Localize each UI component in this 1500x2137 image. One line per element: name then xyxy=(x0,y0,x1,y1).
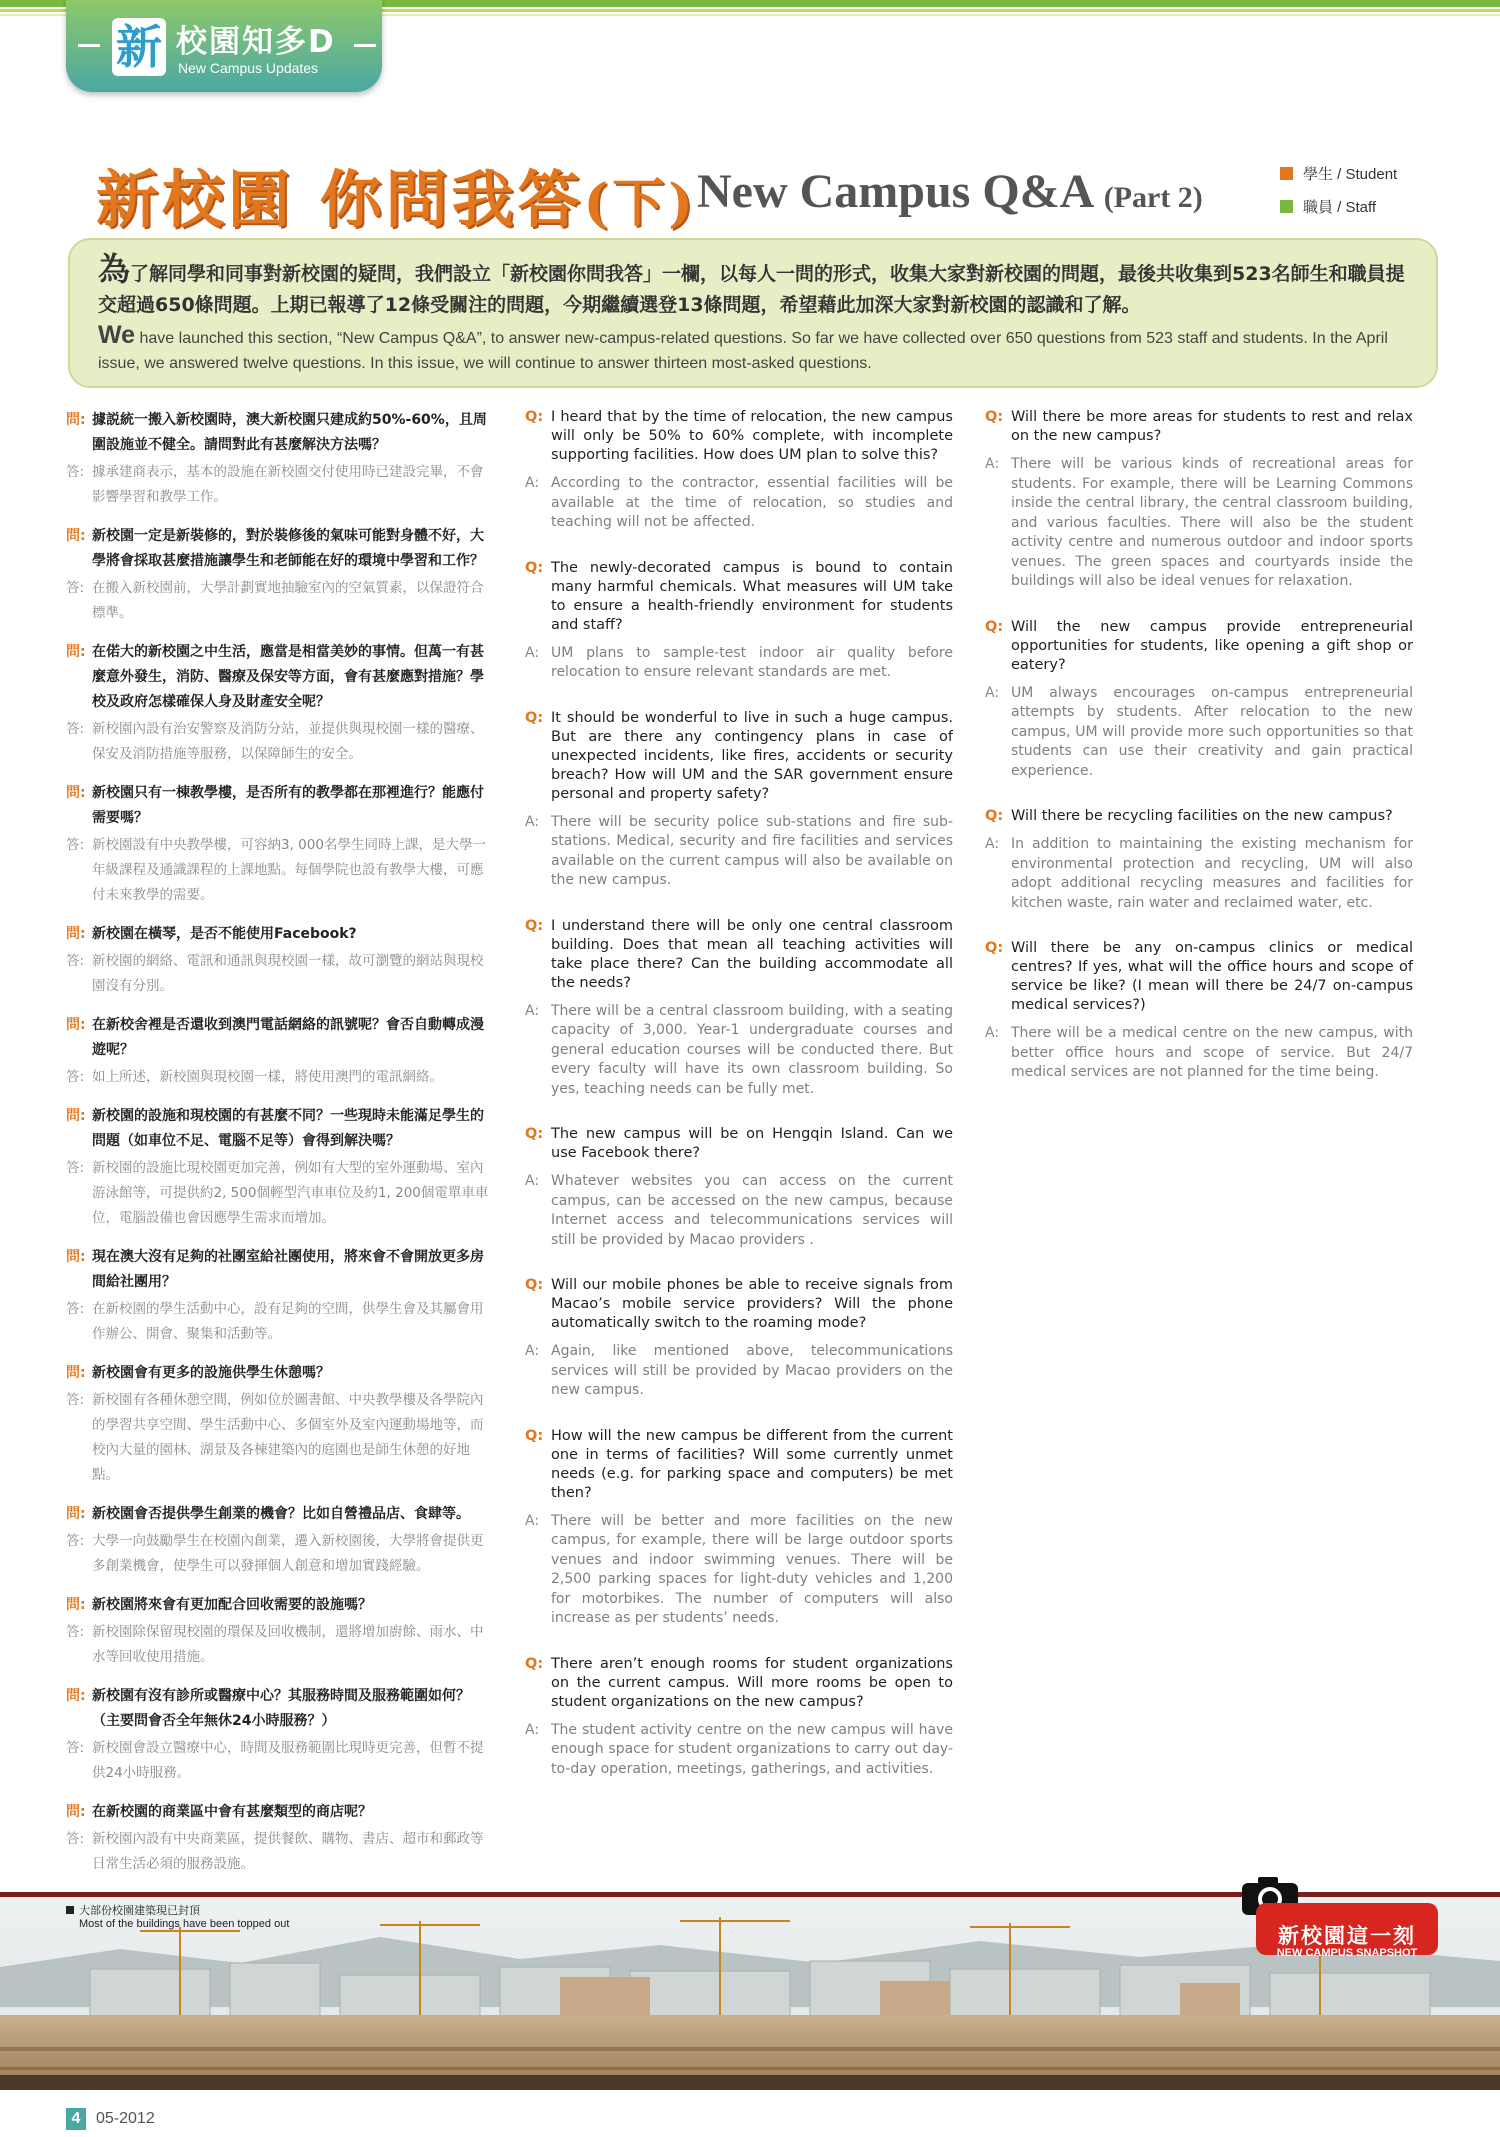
en1-question-text: How will the new campus be different from the current one in terms of facilities? Will some currently unmet needs (e.g. for parking space and computers) be met then? xyxy=(551,1427,953,1501)
en1-question xyxy=(525,1125,953,1163)
en1-question-marker: Q: xyxy=(525,1277,544,1293)
en1-answer-marker: A: xyxy=(525,1173,540,1189)
zh-question-text: 新校園有沒有診所或醫療中心？其服務時間及服務範圍如何？（主要問會否全年無休24小時服務？） xyxy=(92,1688,470,1729)
en2-question xyxy=(985,618,1413,675)
en2-answer-text: There will be various kinds of recreational areas for students. For example, there will be Learning Commons inside the central library, the central classroom building, and various faculties. There will also be the student activity centre and numerous outdoor and indoor sports venues. The green spaces and courtyards inside the buildings will also be ideal venues for relaxation. xyxy=(1011,456,1413,589)
en1-answer-marker: A: xyxy=(525,1002,540,1019)
en1-question-marker: Q: xyxy=(525,1126,544,1142)
headline-en xyxy=(697,164,1203,219)
zh-qa-item xyxy=(66,408,493,510)
zh-question-marker: 問: xyxy=(66,926,86,942)
zh-question-marker: 問: xyxy=(66,412,86,428)
en1-question-text: The new campus will be on Hengqin Island. Can we use Facebook there? xyxy=(551,1126,953,1161)
zh-question-text: 新校園會否提供學生創業的機會？比如自營禮品店、食肆等。 xyxy=(92,1506,470,1522)
zh-answer-text: 新校園除保留現校園的環保及回收機制，還將增加廚餘、雨水、中水等回收使用措施。 xyxy=(92,1624,484,1665)
zh-answer-marker: 答: xyxy=(66,1392,85,1408)
zh-question-text: 在新校園的商業區中會有甚麼類型的商店呢？ xyxy=(92,1804,372,1820)
zh-question-text: 現在澳大沒有足夠的社團室給社團使用，將來會不會開放更多房間給社團用？ xyxy=(92,1249,484,1290)
en2-answer-marker: A: xyxy=(985,684,1000,701)
zh-question-text: 新校園的設施和現校園的有甚麼不同？一些現時未能滿足學生的問題（如車位不足、電腦不足等）會得到解決嗎？ xyxy=(92,1108,484,1149)
photo-caption-en: Most of the buildings have been topped out xyxy=(79,1918,290,1930)
en2-question xyxy=(985,939,1413,1015)
en1-answer-marker: A: xyxy=(525,644,540,661)
en2-qa-item xyxy=(985,408,1413,592)
en1-answer xyxy=(525,1512,953,1629)
zh-answer-text: 新校園有各種休憩空間，例如位於圖書館、中央教學樓及各學院內的學習共享空間、學生活動中心、多個室外及室內運動場地等，而校內大量的園林、湖景及各棟建築內的庭園也是師生休憩的好地點。 xyxy=(92,1392,484,1483)
en2-qa-item xyxy=(985,618,1413,782)
en1-question xyxy=(525,917,953,993)
photo-caption-zh-line xyxy=(66,1905,289,1918)
en1-answer xyxy=(525,1342,953,1401)
en1-answer-text: There will be better and more facilities on the new campus, for example, there will be large outdoor sports venues and indoor swimming venues. There will be 2,500 parking spaces for light-duty vehicles and 1,200 for motorbikes. The number of computers will also increase as per students’ needs. xyxy=(551,1512,953,1626)
zh-question-text: 新校園會有更多的設施供學生休憩嗎？ xyxy=(92,1365,330,1381)
zh-question xyxy=(66,922,493,947)
en1-answer-text: Whatever websites you can access on the current campus, can be accessed on the new campus, because Internet access and telecommunications services will still be provided by Macao providers . xyxy=(551,1173,953,1248)
zh-answer-marker: 答: xyxy=(66,1069,85,1085)
en2-question xyxy=(985,807,1413,826)
en1-answer-text: There will be security police sub-stations and fire sub-stations. Medical, security and fire facilities and services available on the current campus will also be available on the new campus. xyxy=(551,813,953,888)
zh-qa-item xyxy=(66,1684,493,1786)
headline-en-part: (Part 2) xyxy=(1103,181,1203,214)
zh-qa-item xyxy=(66,922,493,999)
en1-answer xyxy=(525,1002,953,1100)
headline-en-main: New Campus Q&A xyxy=(697,165,1092,218)
zh-qa-item xyxy=(66,1013,493,1090)
en1-qa-item xyxy=(525,1276,953,1401)
en1-qa-item xyxy=(525,559,953,683)
en1-question xyxy=(525,709,953,804)
zh-answer-marker: 答: xyxy=(66,580,85,596)
zh-qa-item xyxy=(66,781,493,908)
zh-question-marker: 問: xyxy=(66,528,86,544)
zh-question-text: 在偌大的新校園之中生活，應當是相當美妙的事情。但萬一有甚麼意外發生，消防、醫療及保安等方面，會有甚麼應對措施？學校及政府怎樣確保人身及財產安全呢？ xyxy=(92,644,484,710)
zh-answer xyxy=(66,1620,493,1670)
en2-answer-marker: A: xyxy=(985,456,1000,472)
zh-qa-item xyxy=(66,1245,493,1347)
en1-question xyxy=(525,1276,953,1333)
en1-question-text: I heard that by the time of relocation, the new campus will only be 50% to 60% complete, with incomplete supporting facilities. How does UM plan to solve this? xyxy=(551,409,953,463)
section-badge: 新 xyxy=(112,18,166,76)
zh-question-marker: 問: xyxy=(66,1108,86,1124)
zh-answer-text: 大學一向鼓勵學生在校園內創業，遷入新校園後，大學將會提供更多創業機會，使學生可以發揮個人創意和增加實踐經驗。 xyxy=(92,1533,484,1574)
en1-qa-item xyxy=(525,917,953,1100)
zh-answer-text: 新校園內設有中央商業區，提供餐飲、購物、書店、超市和郵政等日常生活必須的服務設施。 xyxy=(92,1831,484,1872)
en2-qa-item xyxy=(985,939,1413,1083)
en2-question-marker: Q: xyxy=(985,409,1004,425)
qa-column-english-2 xyxy=(985,408,1413,1109)
zh-answer xyxy=(66,1065,493,1090)
zh-answer-text: 新校園的網絡、電訊和通訊與現校園一樣，故可瀏覽的網站與現校園沒有分別。 xyxy=(92,953,484,994)
zh-answer xyxy=(66,717,493,767)
zh-qa-item xyxy=(66,524,493,626)
en1-answer xyxy=(525,813,953,891)
en2-answer-marker: A: xyxy=(985,836,1000,852)
zh-question-text: 新校園一定是新裝修的，對於裝修後的氣味可能對身體不好，大學將會採取甚麼措施讓學生和老師能在好的環境中學習和工作？ xyxy=(92,528,484,569)
en1-answer-text: UM plans to sample-test indoor air quality before relocation to ensure relevant standards are met. xyxy=(551,644,953,680)
intro-en-text: have launched this section, “New Campus Q&A”, to answer new-campus-related questions. So far we have collected over 650 questions from 523 staff and students. In the April issue, we answered twelve questions. In this issue, we will continue to answer thirteen most-asked questions. xyxy=(98,330,1388,372)
zh-question-marker: 問: xyxy=(66,644,86,660)
zh-answer-text: 在新校園的學生活動中心，設有足夠的空間，供學生會及其屬會用作辦公、開會、聚集和活動等。 xyxy=(92,1301,484,1342)
snapshot-badge xyxy=(1256,1903,1438,1959)
photo-caption xyxy=(66,1905,289,1931)
zh-question-text: 據説統一搬入新校園時，澳大新校園只建成約50%-60%，且周圍設施並不健全。請問對此有甚麼解決方法嗎？ xyxy=(92,412,487,453)
legend-staff xyxy=(1280,196,1376,217)
zh-answer-text: 新校園會設立醫療中心，時間及服務範圍比現時更完善，但暫不提供24小時服務。 xyxy=(92,1740,484,1781)
en1-answer-text: According to the contractor, essential facilities will be available at the time of relocation, so studies and teaching will not be affected. xyxy=(551,475,953,530)
legend-student xyxy=(1280,163,1397,184)
en1-answer xyxy=(525,644,953,683)
section-tab xyxy=(66,0,382,92)
section-subtitle: New Campus Updates xyxy=(178,60,319,76)
zh-question xyxy=(66,1593,493,1618)
tab-dash-right xyxy=(354,44,376,47)
en2-question-marker: Q: xyxy=(985,940,1004,956)
caption-bullet xyxy=(66,1906,74,1914)
qa-column-chinese xyxy=(66,408,493,1891)
zh-answer-text: 據承建商表示，基本的設施在新校園交付使用時已建設完畢，不會影響學習和教學工作。 xyxy=(92,464,484,505)
en1-answer-marker: A: xyxy=(525,475,540,491)
en1-answer-text: The student activity centre on the new campus will have enough space for student organizations to carry out day-to-day operation, meetings, gatherings, and activities. xyxy=(551,1721,953,1777)
en1-question-marker: Q: xyxy=(525,709,544,726)
zh-question-marker: 問: xyxy=(66,1597,86,1613)
legend-swatch-staff xyxy=(1280,200,1293,213)
zh-question-text: 新校園在橫琴，是否不能使用Facebook? xyxy=(92,926,357,942)
zh-answer xyxy=(66,1297,493,1347)
zh-qa-item xyxy=(66,1104,493,1231)
en2-question-marker: Q: xyxy=(985,618,1004,635)
en2-answer xyxy=(985,455,1413,592)
en1-question-marker: Q: xyxy=(525,409,544,425)
en1-qa-item xyxy=(525,1125,953,1250)
zh-qa-item xyxy=(66,1800,493,1877)
en1-qa-item xyxy=(525,408,953,533)
en2-question-text: Will there be recycling facilities on the new campus? xyxy=(1011,808,1393,824)
en2-answer-text: In addition to maintaining the existing mechanism for environmental protection and recycling, UM will also adopt additional recycling measures and facilities for kitchen waste, rain water and reclaimed water, etc. xyxy=(1011,836,1413,911)
zh-answer-text: 在搬入新校園前，大學計劃實地抽驗室內的空氣質素，以保證符合標準。 xyxy=(92,580,484,621)
zh-answer-marker: 答: xyxy=(66,1831,85,1847)
intro-en-dropcap: We xyxy=(98,321,136,349)
zh-question-marker: 問: xyxy=(66,1804,86,1820)
zh-answer-marker: 答: xyxy=(66,1533,85,1549)
zh-answer-marker: 答: xyxy=(66,464,85,480)
en1-question-text: It should be wonderful to live in such a huge campus. But are there any contingency plans in case of unexpected incidents, like fires, accidents or security breach? How will UM and the SAR government ensure personal and property safety? xyxy=(551,709,953,802)
zh-answer xyxy=(66,1529,493,1579)
en1-question xyxy=(525,1427,953,1503)
en1-question-text: Will our mobile phones be able to receive signals from Macao’s mobile service providers? Will the phone automatically switch to the roaming mode? xyxy=(551,1277,953,1331)
zh-question-marker: 問: xyxy=(66,1365,86,1381)
en1-answer-marker: A: xyxy=(525,813,540,830)
zh-answer xyxy=(66,833,493,908)
zh-answer-marker: 答: xyxy=(66,1740,85,1756)
en1-answer xyxy=(525,1721,953,1780)
zh-question-marker: 問: xyxy=(66,1688,86,1704)
snapshot-title-zh: 新校園這一刻 xyxy=(1278,1924,1416,1948)
zh-answer xyxy=(66,1388,493,1488)
page-number: 4 xyxy=(66,2108,86,2130)
zh-question-text: 新校園將來會有更加配合回收需要的設施嗎？ xyxy=(92,1597,372,1613)
zh-question xyxy=(66,1104,493,1154)
zh-answer xyxy=(66,1156,493,1231)
zh-answer-text: 新校園內設有治安警察及消防分站，並提供與現校園一樣的醫療、保安及消防措施等服務，以保障師生的安全。 xyxy=(92,721,484,762)
zh-answer xyxy=(66,1736,493,1786)
en2-answer xyxy=(985,1024,1413,1083)
zh-answer-marker: 答: xyxy=(66,1624,85,1640)
zh-question xyxy=(66,1502,493,1527)
zh-question xyxy=(66,1800,493,1825)
en2-question-text: Will the new campus provide entrepreneurial opportunities for students, like opening a gift shop or eatery? xyxy=(1011,618,1413,673)
zh-answer-text: 新校園設有中央教學樓，可容納3, 000名學生同時上課，是大學一年級課程及通識課程的上課地點。每個學院也設有教學大樓，可應付未來教學的需要。 xyxy=(92,837,486,903)
en1-answer xyxy=(525,474,953,533)
tab-dash-left xyxy=(78,44,100,47)
snapshot-title-en: NEW CAMPUS SNAPSHOT xyxy=(1276,1947,1418,1959)
zh-answer xyxy=(66,1827,493,1877)
en2-answer-text: There will be a medical centre on the new campus, with better office hours and scope of service. But 24/7 medical services are not planned for the time being. xyxy=(1011,1025,1413,1080)
intro-zh xyxy=(98,250,1408,321)
zh-question xyxy=(66,781,493,831)
legend-swatch-student xyxy=(1280,167,1293,180)
en1-answer xyxy=(525,1172,953,1250)
issue-date: 05-2012 xyxy=(96,2110,155,2127)
zh-question-marker: 問: xyxy=(66,1249,86,1265)
en1-question-text: The newly-decorated campus is bound to contain many harmful chemicals. What measures will UM take to ensure a health-friendly environment for students and staff? xyxy=(551,559,953,633)
en1-question-marker: Q: xyxy=(525,1427,544,1444)
en1-question xyxy=(525,559,953,635)
en2-question xyxy=(985,408,1413,446)
zh-question-marker: 問: xyxy=(66,1017,86,1033)
en2-answer-text: UM always encourages on-campus entrepreneurial attempts by students. After relocation to the new campus, UM will provide more such opportunities so that students can use their creativity and gain practical experience. xyxy=(1011,684,1413,779)
en2-answer xyxy=(985,835,1413,913)
en1-question-text: There aren’t enough rooms for student organizations on the current campus. Will more rooms be open to student organizations on the new campus? xyxy=(551,1655,953,1710)
zh-qa-item xyxy=(66,1593,493,1670)
intro-zh-dropcap: 為 xyxy=(98,250,131,288)
en1-question-marker: Q: xyxy=(525,917,544,934)
intro-panel xyxy=(68,238,1438,388)
zh-question xyxy=(66,1245,493,1295)
zh-answer-marker: 答: xyxy=(66,1160,85,1176)
en2-answer xyxy=(985,684,1413,782)
zh-question-text: 在新校舍裡是否還收到澳門電話網絡的訊號呢？會否自動轉成漫遊呢？ xyxy=(92,1017,484,1058)
en1-answer-marker: A: xyxy=(525,1721,540,1738)
zh-question xyxy=(66,524,493,574)
en1-question-marker: Q: xyxy=(525,559,544,576)
en2-question-text: Will there be more areas for students to rest and relax on the new campus? xyxy=(1011,409,1413,444)
zh-answer-marker: 答: xyxy=(66,1301,85,1317)
zh-answer-text: 新校園的設施比現校園更加完善，例如有大型的室外運動場、室內游泳館等，可提供約2, 500個輕型汽車車位及約1, 200個電單車車位，電腦設備也會因應學生需求而增加。 xyxy=(92,1160,489,1226)
en1-qa-item xyxy=(525,1427,953,1629)
en1-question xyxy=(525,1655,953,1712)
zh-question xyxy=(66,408,493,458)
en1-question-marker: Q: xyxy=(525,1655,544,1672)
en1-answer-text: Again, like mentioned above, telecommunications services will still be provided by Macao providers on the new campus. xyxy=(551,1343,953,1398)
en1-question-text: I understand there will be only one central classroom building. Does that mean all teaching activities will take place there? Can the building accommodate all the needs? xyxy=(551,917,953,991)
zh-question xyxy=(66,1684,493,1734)
zh-qa-item xyxy=(66,1502,493,1579)
legend-label-student: 學生 / Student xyxy=(1303,166,1398,183)
zh-answer-text: 如上所述，新校園與現校園一樣，將使用澳門的電訊網絡。 xyxy=(92,1069,443,1085)
zh-answer-marker: 答: xyxy=(66,721,85,737)
zh-question-marker: 問: xyxy=(66,785,86,801)
zh-qa-item xyxy=(66,640,493,767)
zh-answer-marker: 答: xyxy=(66,953,85,969)
headline-zh xyxy=(96,150,697,239)
en1-answer-marker: A: xyxy=(525,1512,540,1529)
intro-zh-text: 了解同學和同事對新校園的疑問，我們設立「新校園你問我答」一欄，以每人一問的形式，收集大家對新校園的問題，最後共收集到523名師生和職員提交超過650條問題。上期已報導了12條受關注的問題，今期繼續選登13條問題，希望藉此加深大家對新校園的認識和了解。 xyxy=(98,263,1405,316)
zh-question-text: 新校園只有一棟教學樓，是否所有的教學都在那裡進行？能應付需要嗎？ xyxy=(92,785,484,826)
en2-question-marker: Q: xyxy=(985,808,1004,824)
en2-question-text: Will there be any on-campus clinics or medical centres? If yes, what will the office hours and scope of service be like? (I mean will there be 24/7 on-campus medical services?) xyxy=(1011,940,1413,1013)
headline-zh-part: (下) xyxy=(583,173,697,234)
headline-zh-main: 新校園 你問我答 xyxy=(96,163,584,236)
en1-qa-item xyxy=(525,709,953,891)
photo-caption-zh: 大部份校園建築現已封頂 xyxy=(79,1905,200,1917)
en2-qa-item xyxy=(985,807,1413,913)
zh-question xyxy=(66,1013,493,1063)
section-title: 校園知多D xyxy=(176,24,336,60)
en1-answer-text: There will be a central classroom building, with a seating capacity of 3,000. Year-1 undergraduate courses and general education courses will be conducted there. But every faculty will have its own classroom building. So yes, teaching needs can be fully met. xyxy=(551,1002,953,1097)
legend-label-staff: 職員 / Staff xyxy=(1303,199,1377,216)
en1-answer-marker: A: xyxy=(525,1343,540,1359)
en1-qa-item xyxy=(525,1655,953,1780)
zh-question xyxy=(66,1361,493,1386)
qa-column-english-1 xyxy=(525,408,953,1805)
intro-en xyxy=(98,323,1408,376)
zh-answer xyxy=(66,576,493,626)
en1-question xyxy=(525,408,953,465)
zh-qa-item xyxy=(66,1361,493,1488)
zh-question xyxy=(66,640,493,715)
zh-question-marker: 問: xyxy=(66,1506,86,1522)
zh-answer xyxy=(66,949,493,999)
en2-answer-marker: A: xyxy=(985,1025,1000,1041)
zh-answer xyxy=(66,460,493,510)
zh-answer-marker: 答: xyxy=(66,837,85,853)
